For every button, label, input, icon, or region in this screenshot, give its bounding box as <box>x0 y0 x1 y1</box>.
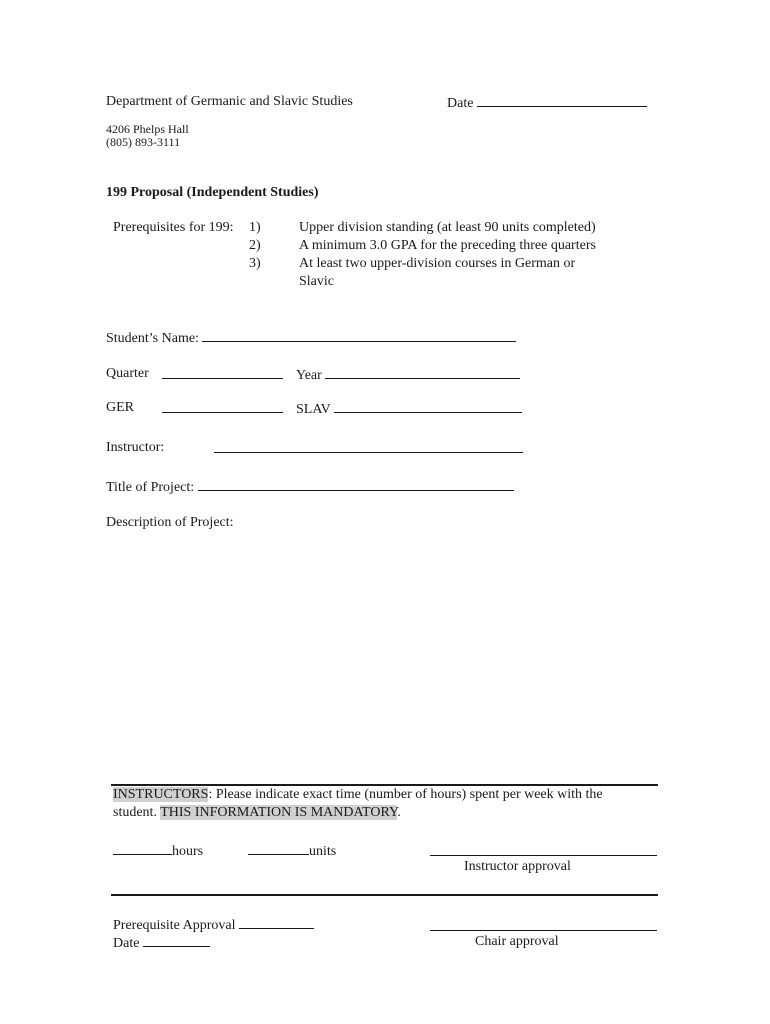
project-title-field[interactable] <box>106 478 514 496</box>
instructors-line-2 <box>113 805 401 821</box>
date-field[interactable] <box>447 94 647 112</box>
quarter-field[interactable] <box>162 366 283 384</box>
prereq-num-1: 1) <box>249 220 261 235</box>
slav-label: SLAV <box>296 402 331 417</box>
units-label: units <box>309 844 337 859</box>
student-name-field[interactable] <box>106 329 516 347</box>
hours-label: hours <box>172 844 204 859</box>
year-line <box>325 366 520 379</box>
chair-approval-label: Chair approval <box>475 934 559 949</box>
instructor-approval-label: Instructor approval <box>464 859 571 874</box>
student-name-line <box>202 329 516 342</box>
address: 4206 Phelps Hall <box>106 122 189 136</box>
prereq-num-3: 3) <box>249 256 261 271</box>
department-name: Department of Germanic and Slavic Studies <box>106 94 353 109</box>
phone: (805) 893-3111 <box>106 135 181 149</box>
date-line <box>477 94 647 107</box>
instructors-end: . <box>397 805 401 820</box>
quarter-line <box>162 366 283 379</box>
prereq-approval-label: Prerequisite Approval <box>113 918 236 933</box>
prereq-approval-line <box>239 916 314 929</box>
project-title-label: Title of Project: <box>106 480 195 495</box>
student-name-label: Student’s Name: <box>106 331 199 346</box>
prereq-label: Prerequisites for 199: <box>113 220 234 235</box>
prereq-num-2: 2) <box>249 238 261 253</box>
instructors-text-2: student. <box>113 805 161 820</box>
approval-date-field[interactable] <box>113 934 210 952</box>
mandatory-notice: THIS INFORMATION IS MANDATORY <box>160 805 398 820</box>
instructor-label: Instructor: <box>106 440 165 455</box>
units-field[interactable] <box>248 842 336 860</box>
project-description-label: Description of Project: <box>106 515 234 530</box>
ger-label: GER <box>106 400 134 415</box>
instructor-field[interactable] <box>214 440 523 458</box>
project-title-line <box>198 478 514 491</box>
ger-line <box>162 400 283 413</box>
instructors-lead: INSTRUCTORS <box>113 787 209 802</box>
instructor-approval-line[interactable] <box>430 855 657 856</box>
hours-field[interactable] <box>113 842 203 860</box>
instructors-text-1: : Please indicate exact time (number of hours) spent per week with the <box>208 787 603 802</box>
ger-field[interactable] <box>162 400 283 418</box>
approval-date-line <box>143 934 210 947</box>
slav-line <box>334 400 522 413</box>
hours-line <box>113 842 172 855</box>
chair-approval-line[interactable] <box>430 930 657 931</box>
instructor-line <box>214 440 523 453</box>
prereq-text-1: Upper division standing (at least 90 units completed) <box>299 220 596 235</box>
year-label: Year <box>296 368 322 383</box>
approval-date-label: Date <box>113 936 140 951</box>
slav-field[interactable] <box>296 400 522 418</box>
date-label: Date <box>447 96 474 111</box>
form-title: 199 Proposal (Independent Studies) <box>106 185 319 200</box>
year-field[interactable] <box>296 366 520 384</box>
prereq-text-3: At least two upper-division courses in German or <box>299 256 576 271</box>
instructors-top-rule <box>111 784 658 786</box>
instructors-line-1 <box>113 787 603 803</box>
units-line <box>248 842 309 855</box>
prereq-approval-field[interactable] <box>113 916 314 934</box>
quarter-label: Quarter <box>106 366 149 381</box>
prereq-text-3-cont: Slavic <box>299 274 334 289</box>
instructors-bottom-rule <box>111 894 658 896</box>
prereq-text-2: A minimum 3.0 GPA for the preceding three quarters <box>299 238 596 253</box>
